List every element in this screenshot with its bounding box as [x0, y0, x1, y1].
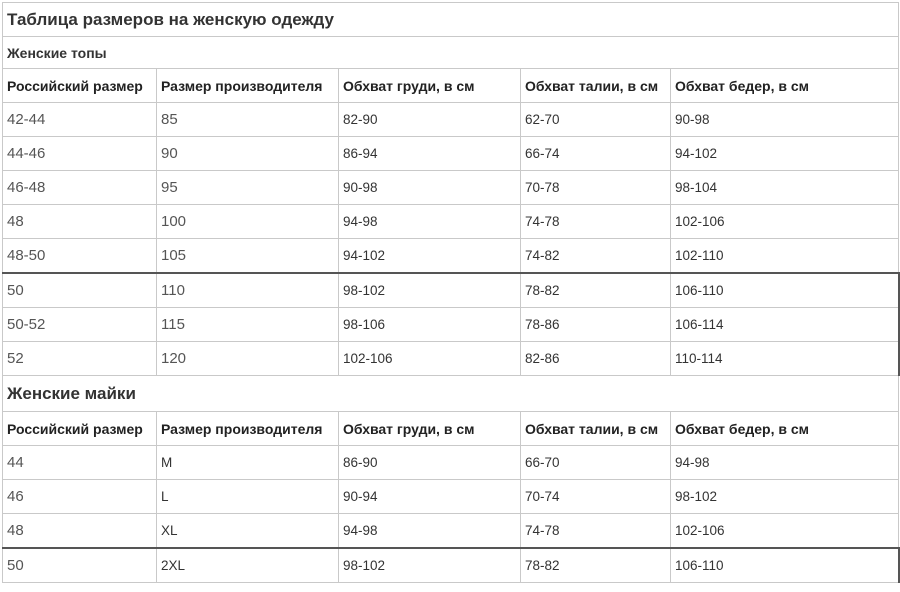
table-cell: 94-98 [671, 446, 899, 480]
table-cell: 102-106 [671, 205, 899, 239]
table-cell: 98-102 [339, 273, 521, 308]
table-cell: 48 [3, 205, 157, 239]
table-cell: 82-86 [521, 342, 671, 376]
table-cell: L [157, 480, 339, 514]
table-cell: 48-50 [3, 239, 157, 274]
table-cell: 78-86 [521, 308, 671, 342]
table-cell: 102-106 [671, 514, 899, 549]
tops-heading: Женские топы [3, 37, 899, 69]
table-row [3, 480, 899, 514]
table-cell: 48 [3, 514, 157, 549]
table-cell: 102-110 [671, 239, 899, 274]
size-chart-table [2, 2, 900, 583]
table-row [3, 446, 899, 480]
table-row [3, 103, 899, 137]
table-cell: 98-106 [339, 308, 521, 342]
table-cell: 120 [157, 342, 339, 376]
table-cell: 50-52 [3, 308, 157, 342]
tops-heading-row [3, 37, 899, 69]
table-cell: 74-78 [521, 514, 671, 549]
table-cell: 42-44 [3, 103, 157, 137]
table-cell: 94-98 [339, 205, 521, 239]
table-cell: 66-70 [521, 446, 671, 480]
table-cell: 94-102 [339, 239, 521, 274]
table-cell: 110 [157, 273, 339, 308]
table-cell: 90 [157, 137, 339, 171]
page-title: Таблица размеров на женскую одежду [3, 3, 899, 37]
table-row [3, 342, 899, 376]
column-header: Размер производителя [157, 69, 339, 103]
column-header: Обхват груди, в см [339, 412, 521, 446]
table-cell: 90-98 [671, 103, 899, 137]
table-cell: 46-48 [3, 171, 157, 205]
table-cell: 62-70 [521, 103, 671, 137]
table-cell: 50 [3, 273, 157, 308]
table-cell: 82-90 [339, 103, 521, 137]
table-cell: 94-98 [339, 514, 521, 549]
column-header: Обхват груди, в см [339, 69, 521, 103]
table-row [3, 137, 899, 171]
table-cell: 50 [3, 548, 157, 583]
table-cell: 110-114 [671, 342, 899, 376]
size-chart-body [3, 3, 899, 583]
table-cell: 78-82 [521, 273, 671, 308]
column-header: Размер производителя [157, 412, 339, 446]
table-cell: 106-110 [671, 273, 899, 308]
table-cell: 90-94 [339, 480, 521, 514]
tops-header-row [3, 69, 899, 103]
table-row [3, 548, 899, 583]
table-cell: 115 [157, 308, 339, 342]
table-cell: 98-104 [671, 171, 899, 205]
table-cell: 106-110 [671, 548, 899, 583]
table-cell: 100 [157, 205, 339, 239]
table-cell: 52 [3, 342, 157, 376]
table-cell: 78-82 [521, 548, 671, 583]
table-cell: 105 [157, 239, 339, 274]
table-cell: 44 [3, 446, 157, 480]
table-cell: XL [157, 514, 339, 549]
table-row [3, 273, 899, 308]
table-cell: 90-98 [339, 171, 521, 205]
table-cell: 86-90 [339, 446, 521, 480]
table-cell: 74-82 [521, 239, 671, 274]
column-header: Обхват талии, в см [521, 412, 671, 446]
tanks-heading: Женские майки [3, 376, 899, 412]
tanks-header-row [3, 412, 899, 446]
title-row [3, 3, 899, 37]
column-header: Обхват бедер, в см [671, 412, 899, 446]
table-row [3, 171, 899, 205]
column-header: Российский размер [3, 69, 157, 103]
table-cell: 66-74 [521, 137, 671, 171]
table-cell: 95 [157, 171, 339, 205]
table-cell: 98-102 [671, 480, 899, 514]
table-row [3, 308, 899, 342]
table-cell: 2XL [157, 548, 339, 583]
table-cell: 70-78 [521, 171, 671, 205]
column-header: Российский размер [3, 412, 157, 446]
table-row [3, 239, 899, 274]
table-cell: 70-74 [521, 480, 671, 514]
tanks-heading-row [3, 376, 899, 412]
table-cell: 102-106 [339, 342, 521, 376]
table-cell: 85 [157, 103, 339, 137]
table-cell: 106-114 [671, 308, 899, 342]
table-cell: 94-102 [671, 137, 899, 171]
column-header: Обхват бедер, в см [671, 69, 899, 103]
table-cell: 74-78 [521, 205, 671, 239]
table-cell: 86-94 [339, 137, 521, 171]
column-header: Обхват талии, в см [521, 69, 671, 103]
table-cell: M [157, 446, 339, 480]
table-cell: 46 [3, 480, 157, 514]
table-row [3, 514, 899, 549]
table-row [3, 205, 899, 239]
table-cell: 44-46 [3, 137, 157, 171]
table-cell: 98-102 [339, 548, 521, 583]
